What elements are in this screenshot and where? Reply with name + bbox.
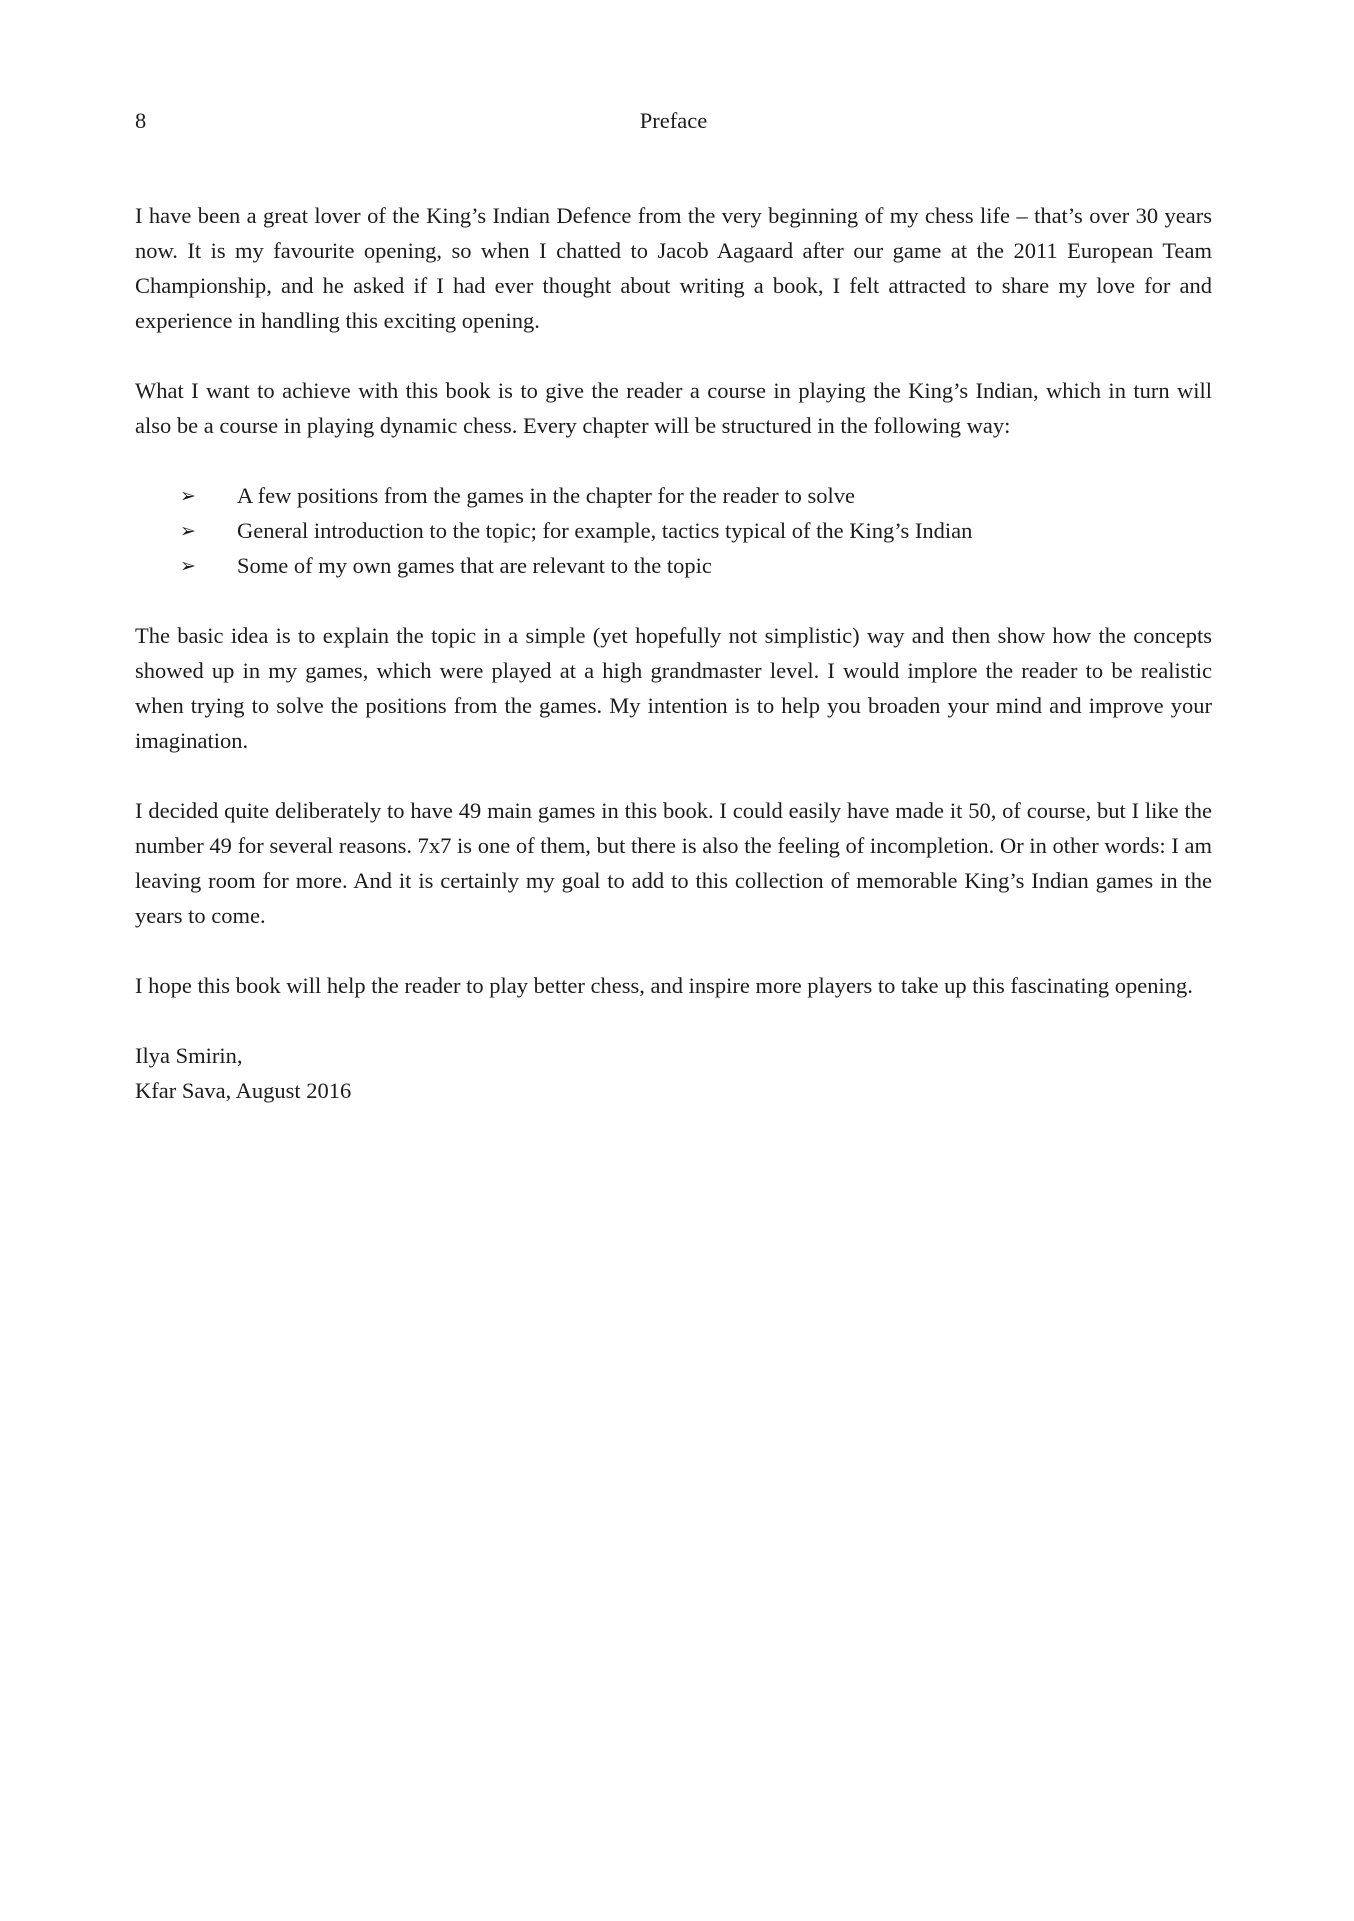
paragraph-hope: I hope this book will help the reader to play better chess, and inspire more players to take up this fascinating opening. — [135, 973, 1193, 998]
signature-name: Ilya Smirin, — [135, 1043, 243, 1068]
signature-place-date: Kfar Sava, August 2016 — [135, 1078, 352, 1103]
list-item-text: A few positions from the games in the chapter for the reader to solve — [237, 483, 855, 508]
paragraph-49-games: I decided quite deliberately to have 49 main games in this book. I could easily have made it 50, of course, but I like the number 49 for several reasons. 7x7 is one of them, but there is also the feeling of incompletion. Or in other words: I am leaving room for more. And it is certainly my goal to add to this collection of memorable King’s Indian games in the years to come. — [135, 798, 1212, 928]
signature-block — [135, 1038, 1212, 1108]
page-header-title: Preface — [639, 108, 708, 133]
arrowhead-bullet-icon: ➢ — [180, 555, 196, 577]
list-item — [135, 513, 1212, 548]
list-item-text: Some of my own games that are relevant to the topic — [237, 553, 712, 578]
list-item — [135, 478, 1212, 513]
list-item-text: General introduction to the topic; for example, tactics typical of the King’s Indian — [237, 518, 973, 543]
paragraph-basic-idea: The basic idea is to explain the topic in a simple (yet hopefully not simplistic) way and then show how the concepts showed up in my games, which were played at a high grandmaster level. I would implore the reader to be realistic when trying to solve the positions from the games. My intention is to help you broaden your mind and improve your imagination. — [135, 623, 1212, 753]
preface-body — [135, 198, 1212, 1108]
page-header — [135, 103, 1212, 138]
chapter-structure-list — [135, 478, 1212, 583]
paragraph-book-goal: What I want to achieve with this book is to give the reader a course in playing the King’s Indian, which in turn will also be a course in playing dynamic chess. Every chapter will be structured in the following way: — [135, 378, 1212, 438]
paragraph-love-of-kid: I have been a great lover of the King’s Indian Defence from the very beginning of my chess life – that’s over 30 years now. It is my favourite opening, so when I chatted to Jacob Aagaard after our game at the 2011 European Team Championship, and he asked if I had ever thought about writing a book, I felt attracted to share my love for and experience in handling this exciting opening. — [135, 203, 1212, 333]
page-number: 8 — [135, 108, 147, 133]
arrowhead-bullet-icon: ➢ — [180, 485, 196, 507]
arrowhead-bullet-icon: ➢ — [180, 520, 196, 542]
list-item — [135, 548, 1212, 583]
